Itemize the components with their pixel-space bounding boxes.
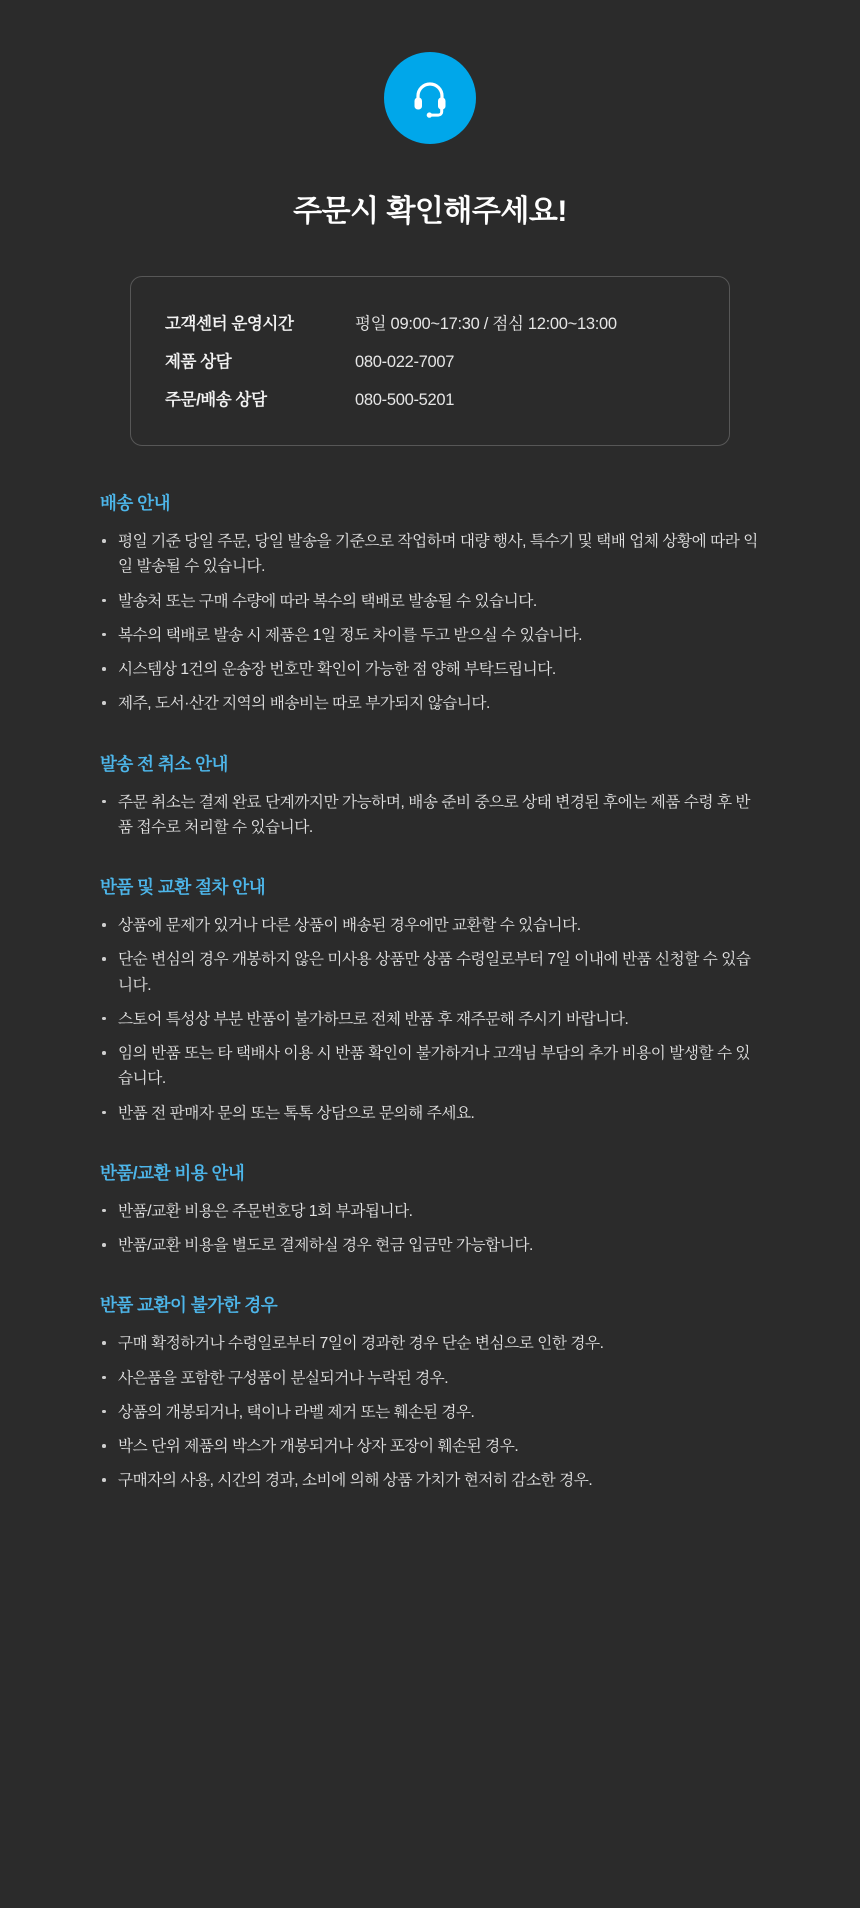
list-item-text: 박스 단위 제품의 박스가 개봉되거나 상자 포장이 훼손된 경우. bbox=[118, 1438, 519, 1455]
list-item-text: 상품에 문제가 있거나 다른 상품이 배송된 경우에만 교환할 수 있습니다. bbox=[118, 917, 581, 934]
list-item-text: 구매자의 사용, 시간의 경과, 소비에 의해 상품 가치가 현저히 감소한 경우. bbox=[118, 1472, 593, 1490]
list-item bbox=[100, 1101, 760, 1126]
list-item bbox=[100, 1331, 760, 1356]
section-title: 배송 안내 bbox=[100, 493, 170, 513]
list-item-text: 복수의 택배로 발송 시 제품은 1일 정도 차이를 두고 받으실 수 있습니다. bbox=[118, 626, 582, 644]
section-shipping bbox=[100, 490, 760, 717]
customer-center-info-box bbox=[130, 276, 730, 446]
list-item bbox=[100, 790, 760, 841]
info-label: 제품 상담 bbox=[165, 353, 232, 371]
section-list bbox=[100, 790, 760, 841]
list-item bbox=[100, 1366, 760, 1391]
bullet-dot bbox=[102, 633, 106, 637]
bullet-dot bbox=[102, 1444, 106, 1448]
list-item bbox=[100, 1007, 760, 1032]
section-return-exchange-fee bbox=[100, 1160, 760, 1259]
list-item bbox=[100, 1468, 760, 1493]
section-return-exchange-process bbox=[100, 874, 760, 1126]
bullet-dot bbox=[102, 1017, 106, 1021]
list-item-text: 구매 확정하거나 수령일로부터 7일이 경과한 경우 단순 변심으로 인한 경우. bbox=[118, 1335, 604, 1353]
list-item bbox=[100, 623, 760, 648]
section-title: 반품 교환이 불가한 경우 bbox=[100, 1295, 278, 1316]
section-list bbox=[100, 1331, 760, 1493]
headset-icon bbox=[384, 52, 476, 144]
section-title: 반품/교환 비용 안내 bbox=[100, 1162, 245, 1183]
list-item-text: 평일 기준 당일 주문, 당일 발송을 기준으로 작업하며 대량 행사, 특수기 및 택배 업체 상황에 따라 익일 발송될 수 있습니다. bbox=[118, 533, 758, 576]
list-item bbox=[100, 691, 760, 716]
bullet-dot bbox=[102, 539, 106, 543]
bullet-dot bbox=[102, 957, 106, 961]
bullet-dot bbox=[102, 1243, 106, 1247]
list-item bbox=[100, 1199, 760, 1224]
info-value: 080-022-7007 bbox=[355, 353, 455, 371]
section-title: 발송 전 취소 안내 bbox=[100, 753, 228, 774]
section-list bbox=[100, 529, 760, 717]
list-item-text: 시스템상 1건의 운송장 번호만 확인이 가능한 점 양해 부탁드립니다. bbox=[118, 661, 556, 678]
bullet-dot bbox=[102, 667, 106, 671]
list-item-text: 사은품을 포함한 구성품이 분실되거나 누락된 경우. bbox=[118, 1369, 449, 1387]
list-item bbox=[100, 913, 760, 938]
bullet-dot bbox=[102, 1051, 106, 1055]
bullet-dot bbox=[102, 701, 106, 705]
bullet-dot bbox=[102, 800, 106, 804]
list-item-text: 단순 변심의 경우 개봉하지 않은 미사용 상품만 상품 수령일로부터 7일 이내에 반품 신청할 수 있습니다. bbox=[118, 951, 751, 994]
list-item bbox=[100, 529, 760, 580]
page-title: 주문시 확인해주세요! bbox=[293, 195, 567, 228]
list-item bbox=[100, 1041, 760, 1092]
info-value: 080-500-5201 bbox=[355, 391, 455, 409]
list-item-text: 제주, 도서·산간 지역의 배송비는 따로 부가되지 않습니다. bbox=[118, 695, 490, 713]
bullet-dot bbox=[102, 1410, 106, 1414]
list-item bbox=[100, 657, 760, 682]
info-label: 고객센터 운영시간 bbox=[165, 315, 294, 333]
info-label: 주문/배송 상담 bbox=[165, 391, 267, 409]
list-item-text: 반품 전 판매자 문의 또는 톡톡 상담으로 문의해 주세요. bbox=[118, 1104, 475, 1122]
info-row bbox=[131, 379, 729, 417]
info-row bbox=[131, 303, 729, 341]
list-item-text: 발송처 또는 구매 수량에 따라 복수의 택배로 발송될 수 있습니다. bbox=[118, 592, 537, 610]
section-list bbox=[100, 1199, 760, 1259]
section-title: 반품 및 교환 절차 안내 bbox=[100, 877, 266, 897]
section-cancel-before-shipping bbox=[100, 751, 760, 841]
info-row bbox=[131, 341, 729, 379]
bullet-dot bbox=[102, 1478, 106, 1482]
list-item-text: 반품/교환 비용은 주문번호당 1회 부과됩니다. bbox=[118, 1202, 413, 1220]
bullet-dot bbox=[102, 1341, 106, 1345]
bullet-dot bbox=[102, 599, 106, 603]
list-item-text: 상품의 개봉되거나, 택이나 라벨 제거 또는 훼손된 경우. bbox=[118, 1403, 475, 1421]
bullet-dot bbox=[102, 1209, 106, 1213]
list-item bbox=[100, 1434, 760, 1459]
list-item bbox=[100, 1233, 760, 1258]
bullet-dot bbox=[102, 1111, 106, 1115]
page-header bbox=[0, 0, 860, 230]
notice-sections bbox=[100, 490, 760, 1494]
section-return-not-allowed bbox=[100, 1292, 760, 1493]
list-item bbox=[100, 1400, 760, 1425]
list-item bbox=[100, 947, 760, 998]
info-value: 평일 09:00~17:30 / 점심 12:00~13:00 bbox=[355, 315, 617, 333]
list-item bbox=[100, 589, 760, 614]
list-item-text: 반품/교환 비용을 별도로 결제하실 경우 현금 입금만 가능합니다. bbox=[118, 1237, 533, 1254]
bullet-dot bbox=[102, 1376, 106, 1380]
list-item-text: 주문 취소는 결제 완료 단계까지만 가능하며, 배송 준비 중으로 상태 변경된 후에는 제품 수령 후 반품 접수로 처리할 수 있습니다. bbox=[118, 793, 751, 836]
bullet-dot bbox=[102, 923, 106, 927]
list-item-text: 스토어 특성상 부분 반품이 불가하므로 전체 반품 후 재주문해 주시기 바랍니다. bbox=[118, 1010, 629, 1028]
list-item-text: 임의 반품 또는 타 택배사 이용 시 반품 확인이 불가하거나 고객님 부담의 추가 비용이 발생할 수 있습니다. bbox=[118, 1045, 751, 1088]
section-list bbox=[100, 913, 760, 1126]
